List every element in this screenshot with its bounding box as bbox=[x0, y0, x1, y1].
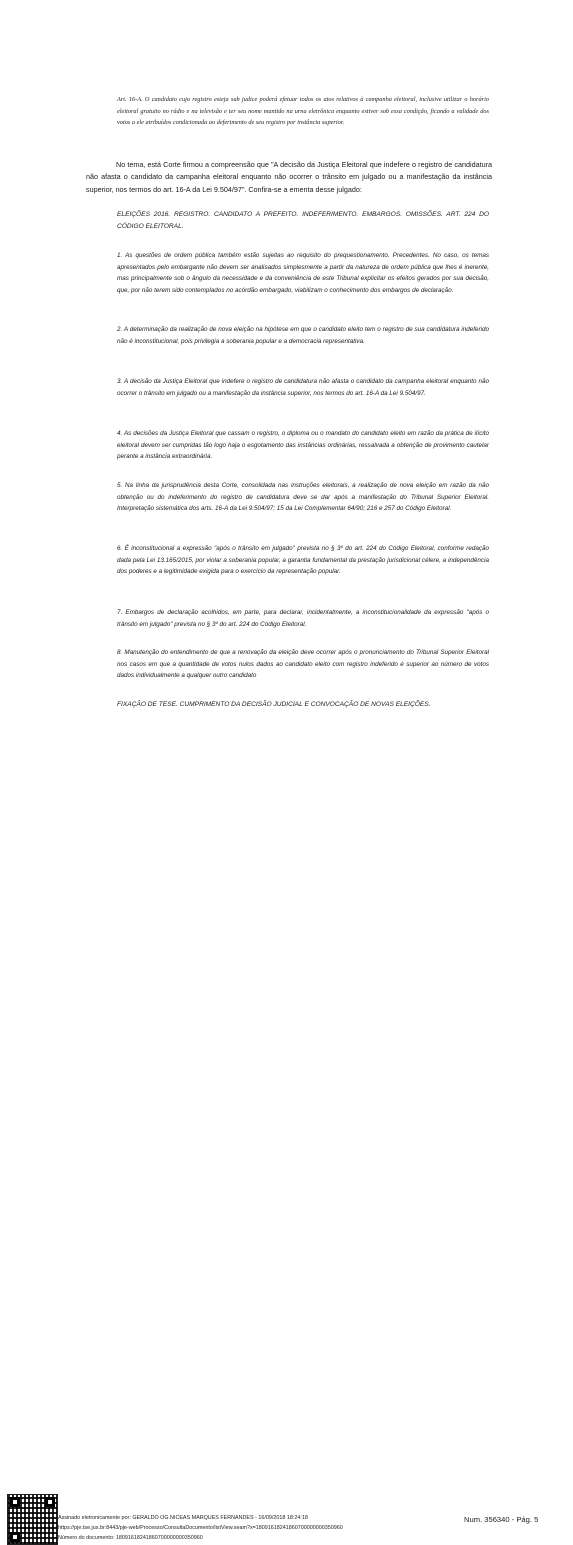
ementa-item: 5. Na linha da jurisprudência desta Corte, consolidada nas instruções eleitorais, a realização de nova eleição em razão da não obtenção ou do indeferimento do registro de candidatura deve se dar após a manifestação do Tribunal Superior Eleitoral. Interpretação sistemática dos arts. 16-A da Lei 9.504/97; 15 da Lei Complementar 64/90; 216 e 257 do Código Eleitoral. bbox=[117, 482, 489, 512]
ementa-item: 8. Manutenção do entendimento de que a renovação da eleição deve ocorrer após o pronunciamento do Tribunal Superior Eleitoral nos casos em que a quantidade de votos nulos dados ao candidato eleito com registro indeferido é superior ao número de votos dados individualmente a qualquer outro candidato bbox=[117, 649, 489, 679]
page-number: Num. 356340 - Pág. 5 bbox=[464, 1515, 539, 1524]
document-url[interactable]: https://pje.tse.jus.br:8443/pje-web/Processo/ConsultaDocumento/listView.seam?x=18091618241860700000000350960 bbox=[58, 1525, 343, 1531]
ementa-item: 7. Embargos de declaração acolhidos, em parte, para declarar, incidentalmente, a inconstitucionalidade da expressão "após o trânsito em julgado" prevista no § 3º do art. 224 do Código Eleitoral. bbox=[117, 609, 489, 628]
signature-footer bbox=[0, 741, 573, 1541]
document-number: Número do documento: 18091618241860700000000350960 bbox=[58, 1535, 203, 1541]
ementa-item: 4. As decisões da Justiça Eleitoral que cassam o registro, o diploma ou o mandato do candidato eleito em razão da prática de ilícito eleitoral devem ser cumpridas tão logo haja o esgotamento das instâncias ordinárias, ressalvada a obtenção de provimento cautelar perante a instância extraordinária. bbox=[117, 430, 489, 460]
law-article-quote: Art. 16-A. O candidato cujo registro esteja sub judice poderá efetuar todos os atos relativos à campanha eleitoral, inclusive utilizar o horário eleitoral gratuito no rádio e na televisão e ter seu nome mantido na urna eletrônica enquanto estiver sob essa condição, ficando a validade dos votos a ele atribuídos condicionada ao deferimento de seu registro por instância superior. bbox=[117, 96, 489, 127]
ementa-item: 1. As questões de ordem pública também estão sujeitas ao requisito do prequestionamento. Precedentes. No caso, os temas apresentados pelo embargante não devem ser analisados simplesmente a partir da natureza de ordem pública que lhes é inerente, mas principalmente sob o ângulo da necessidade e da conveniência de este Tribunal explicitar os efeitos gerados por sua decisão, que, por não terem sido contemplados no acórdão embargado, viabilizam o conhecimento dos embargos de declaração. bbox=[117, 252, 489, 294]
ementa-heading: ELEIÇÕES 2016. REGISTRO. CANDIDATO A PREFEITO. INDEFERIMENTO. EMBARGOS. OMISSÕES. ART. 224 DO CÓDIGO ELEITORAL. bbox=[117, 211, 489, 230]
ementa-item: 6. É inconstitucional a expressão "após o trânsito em julgado" prevista no § 3º do art. 224 do Código Eleitoral, conforme redação dada pela Lei 13.165/2015, por violar a soberania popular, a garantia fundamental da prestação jurisdicional célere, a independência dos poderes e a legitimidade exigida para o exercício da representação popular. bbox=[117, 545, 489, 575]
ementa-item: 3. A decisão da Justiça Eleitoral que indefere o registro de candidatura não afasta o candidato da campanha eleitoral enquanto não ocorrer o trânsito em julgado ou a manifestação da instância superior, nos termos do art. 16-A da Lei 9.504/97. bbox=[117, 378, 489, 397]
ementa-item: 2. A determinação da realização de nova eleição na hipótese em que o candidato eleito tem o registro de sua candidatura indeferido não é inconstitucional, pois privilegia a soberania popular e a democracia representativa. bbox=[117, 326, 489, 345]
body-paragraph: No tema, está Corte firmou a compreensão que "A decisão da Justiça Eleitoral que indefere o registro de candidatura não afasta o candidato da campanha eleitoral enquanto não ocorrer o trânsito em julgado ou a manifestação da instância superior, nos termos do art. 16-A da Lei 9.504/97". Confira-se a ementa desse julgado: bbox=[86, 160, 492, 194]
ementa-closing: FIXAÇÃO DE TESE. CUMPRIMENTO DA DECISÃO JUDICIAL E CONVOCAÇÃO DE NOVAS ELEIÇÕES. bbox=[117, 701, 431, 708]
signed-by-text: Assinado eletronicamente por: GERALDO OG NICEAS MARQUES FERNANDES - 16/09/2018 18:24:18 bbox=[58, 1515, 308, 1521]
qr-code-icon bbox=[7, 1494, 58, 1545]
